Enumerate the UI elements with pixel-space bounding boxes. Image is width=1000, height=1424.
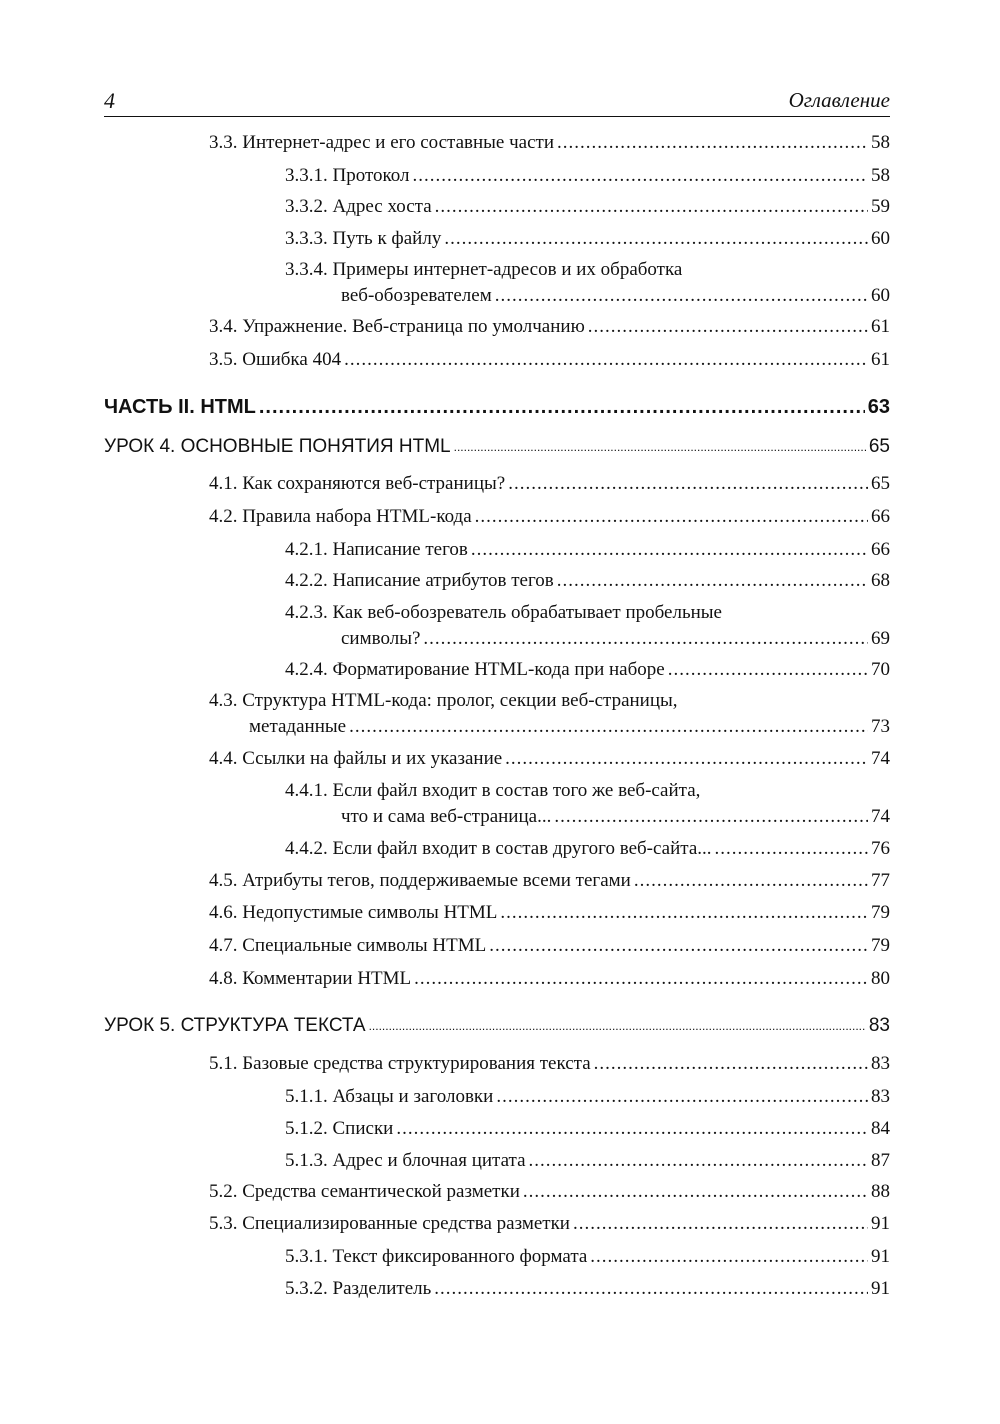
entry-number: 5.3.1. bbox=[285, 1246, 328, 1267]
entry-title: Ошибка 404 bbox=[242, 349, 342, 370]
entry-page: 66 bbox=[871, 506, 890, 527]
entry-number: 4.7. bbox=[209, 935, 238, 956]
entry-number: 3.5. bbox=[209, 349, 238, 370]
entry-title: Форматирование HTML-кода при наборе bbox=[332, 659, 665, 680]
entry-page: 61 bbox=[871, 349, 890, 370]
entry-title: Списки bbox=[332, 1118, 394, 1139]
leader-dots bbox=[413, 163, 868, 189]
leader-dots bbox=[557, 568, 868, 594]
entry-page: 66 bbox=[871, 539, 890, 560]
entry-number: 4.2.3. bbox=[285, 602, 328, 623]
entry-title: Недопустимые символы HTML bbox=[242, 902, 498, 923]
toc-entry-4-3[interactable] bbox=[209, 688, 890, 740]
entry-page: 83 bbox=[871, 1053, 890, 1074]
toc-entry-3-3-4[interactable] bbox=[285, 257, 890, 309]
entry-page: 91 bbox=[871, 1213, 890, 1234]
leader-dots bbox=[505, 746, 868, 772]
lesson-title: УРОК 5. СТРУКТУРА ТЕКСТА bbox=[104, 1015, 366, 1036]
entry-title-line2: символы? bbox=[341, 628, 421, 649]
entry-number: 4.4.2. bbox=[285, 838, 328, 859]
entry-page: 60 bbox=[871, 228, 890, 249]
toc-entry-3-3-2[interactable] bbox=[285, 194, 890, 220]
toc-entry-3-4[interactable] bbox=[209, 314, 890, 340]
entry-page: 77 bbox=[871, 870, 890, 891]
entry-number: 5.1.2. bbox=[285, 1118, 328, 1139]
leader-dots bbox=[496, 1084, 868, 1110]
leader-dots bbox=[423, 626, 868, 652]
leader-dots bbox=[489, 933, 868, 959]
toc-part-2[interactable] bbox=[104, 394, 890, 420]
toc-entry-4-2-2[interactable] bbox=[285, 568, 890, 594]
entry-page: 61 bbox=[871, 316, 890, 337]
entry-title-line1: Как веб-обозреватель обрабатывает пробельные bbox=[332, 602, 722, 623]
leader-dots bbox=[454, 434, 866, 460]
leader-dots bbox=[529, 1148, 868, 1174]
toc-entry-4-7[interactable] bbox=[209, 933, 890, 959]
entry-page: 58 bbox=[871, 165, 890, 186]
toc-entry-4-4-1[interactable] bbox=[285, 778, 890, 830]
entry-title: Разделитель bbox=[332, 1278, 432, 1299]
entry-page: 79 bbox=[871, 902, 890, 923]
toc-entry-5-3-2[interactable] bbox=[285, 1276, 890, 1302]
toc-entry-4-5[interactable] bbox=[209, 868, 890, 894]
toc-entry-4-8[interactable] bbox=[209, 966, 890, 992]
toc-entry-3-3-3[interactable] bbox=[285, 226, 890, 252]
entry-title: Ссылки на файлы и их указание bbox=[242, 748, 503, 769]
leader-dots bbox=[435, 194, 868, 220]
running-header bbox=[104, 86, 890, 116]
entry-number: 3.3.1. bbox=[285, 165, 328, 186]
toc-entry-4-1[interactable] bbox=[209, 471, 890, 497]
entry-page: 60 bbox=[871, 285, 890, 306]
entry-page: 80 bbox=[871, 968, 890, 989]
toc-entry-4-6[interactable] bbox=[209, 900, 890, 926]
entry-number: 4.6. bbox=[209, 902, 238, 923]
entry-title: Упражнение. Веб-страница по умолчанию bbox=[242, 316, 585, 337]
entry-number: 4.4. bbox=[209, 748, 238, 769]
entry-number: 3.3.4. bbox=[285, 259, 328, 280]
leader-dots bbox=[500, 900, 868, 926]
lesson-page: 65 bbox=[868, 436, 890, 457]
leader-dots bbox=[715, 836, 869, 862]
toc-entry-5-1-1[interactable] bbox=[285, 1084, 890, 1110]
entry-page: 87 bbox=[871, 1150, 890, 1171]
toc-entry-3-3-1[interactable] bbox=[285, 163, 890, 189]
entry-number: 5.1. bbox=[209, 1053, 238, 1074]
entry-title: Комментарии HTML bbox=[242, 968, 412, 989]
entry-page: 68 bbox=[871, 570, 890, 591]
entry-number: 4.2.1. bbox=[285, 539, 328, 560]
toc-entry-5-3[interactable] bbox=[209, 1211, 890, 1237]
toc-entry-4-2-3[interactable] bbox=[285, 600, 890, 652]
entry-number: 4.4.1. bbox=[285, 780, 328, 801]
toc-lesson-5[interactable] bbox=[104, 1013, 890, 1039]
entry-page: 76 bbox=[871, 838, 890, 859]
leader-dots bbox=[414, 966, 868, 992]
toc-entry-4-2-1[interactable] bbox=[285, 537, 890, 563]
toc-entry-5-1-2[interactable] bbox=[285, 1116, 890, 1142]
entry-title-line2: веб-обозревателем bbox=[341, 285, 492, 306]
entry-page: 73 bbox=[871, 716, 890, 737]
entry-title: Интернет-адрес и его составные части bbox=[242, 132, 555, 153]
lesson-page: 83 bbox=[868, 1015, 890, 1036]
leader-dots bbox=[554, 804, 868, 830]
entry-page: 74 bbox=[871, 748, 890, 769]
leader-dots bbox=[594, 1051, 868, 1077]
leader-dots bbox=[508, 471, 868, 497]
entry-page: 91 bbox=[871, 1278, 890, 1299]
entry-title-line1: Структура HTML-кода: пролог, секции веб-страницы, bbox=[242, 690, 678, 711]
entry-page: 88 bbox=[871, 1181, 890, 1202]
entry-number: 5.3.2. bbox=[285, 1278, 328, 1299]
entry-title: Написание тегов bbox=[332, 539, 468, 560]
entry-page: 91 bbox=[871, 1246, 890, 1267]
entry-title: Специализированные средства разметки bbox=[242, 1213, 570, 1234]
entry-number: 4.5. bbox=[209, 870, 238, 891]
entry-page: 65 bbox=[871, 473, 890, 494]
leader-dots bbox=[344, 347, 868, 373]
entry-title: Абзацы и заголовки bbox=[332, 1086, 494, 1107]
leader-dots bbox=[434, 1276, 868, 1302]
toc-entry-4-2-4[interactable] bbox=[285, 657, 890, 683]
entry-page: 70 bbox=[871, 659, 890, 680]
entry-title: Протокол bbox=[332, 165, 410, 186]
toc-entry-4-2[interactable] bbox=[209, 504, 890, 530]
lesson-title: УРОК 4. ОСНОВНЫЕ ПОНЯТИЯ HTML bbox=[104, 436, 451, 457]
toc-entry-5-1-3[interactable] bbox=[285, 1148, 890, 1174]
entry-title: Средства семантической разметки bbox=[242, 1181, 520, 1202]
entry-title: Если файл входит в состав другого веб-сайта... bbox=[332, 838, 712, 859]
entry-page: 74 bbox=[871, 806, 890, 827]
leader-dots bbox=[590, 1244, 868, 1270]
leader-dots bbox=[444, 226, 868, 252]
entry-title-line2: метаданные bbox=[249, 716, 347, 737]
toc-entry-4-4[interactable] bbox=[209, 746, 890, 772]
toc-entry-5-2[interactable] bbox=[209, 1179, 890, 1205]
entry-title-line1: Примеры интернет-адресов и их обработка bbox=[332, 259, 683, 280]
leader-dots bbox=[634, 868, 868, 894]
leader-dots bbox=[523, 1179, 868, 1205]
entry-title: Правила набора HTML-кода bbox=[242, 506, 472, 527]
toc-entry-4-4-2[interactable] bbox=[285, 836, 890, 862]
entry-title: Текст фиксированного формата bbox=[332, 1246, 588, 1267]
toc-entry-3-5[interactable] bbox=[209, 347, 890, 373]
entry-page: 69 bbox=[871, 628, 890, 649]
running-title: Оглавление bbox=[788, 88, 890, 112]
toc-entry-5-3-1[interactable] bbox=[285, 1244, 890, 1270]
entry-number: 5.1.1. bbox=[285, 1086, 328, 1107]
entry-title: Специальные символы HTML bbox=[242, 935, 487, 956]
entry-title: Как сохраняются веб-страницы? bbox=[242, 473, 506, 494]
toc-lesson-4[interactable] bbox=[104, 434, 890, 460]
toc-entry-5-1[interactable] bbox=[209, 1051, 890, 1077]
leader-dots bbox=[573, 1211, 868, 1237]
entry-page: 83 bbox=[871, 1086, 890, 1107]
entry-number: 4.2.4. bbox=[285, 659, 328, 680]
entry-title: Путь к файлу bbox=[332, 228, 442, 249]
entry-page: 84 bbox=[871, 1118, 890, 1139]
leader-dots bbox=[369, 1013, 866, 1039]
entry-number: 5.1.3. bbox=[285, 1150, 328, 1171]
entry-title: Адрес хоста bbox=[332, 196, 432, 217]
entry-number: 4.8. bbox=[209, 968, 238, 989]
entry-number: 3.3. bbox=[209, 132, 238, 153]
entry-title: Адрес и блочная цитата bbox=[332, 1150, 526, 1171]
leader-dots bbox=[557, 130, 868, 156]
toc-entry-3-3[interactable] bbox=[209, 130, 890, 156]
entry-number: 4.1. bbox=[209, 473, 238, 494]
entry-title-line2: что и сама веб-страница... bbox=[341, 806, 552, 827]
entry-number: 4.2.2. bbox=[285, 570, 328, 591]
part-page: 63 bbox=[867, 396, 890, 418]
leader-dots bbox=[471, 537, 868, 563]
leader-dots bbox=[495, 283, 868, 309]
entry-number: 5.2. bbox=[209, 1181, 238, 1202]
entry-title: Написание атрибутов тегов bbox=[332, 570, 554, 591]
entry-page: 79 bbox=[871, 935, 890, 956]
leader-dots bbox=[259, 394, 865, 420]
entry-number: 3.4. bbox=[209, 316, 238, 337]
leader-dots bbox=[396, 1116, 868, 1142]
leader-dots bbox=[349, 714, 868, 740]
entry-number: 3.3.2. bbox=[285, 196, 328, 217]
part-title: ЧАСТЬ II. HTML bbox=[104, 396, 256, 418]
entry-number: 4.3. bbox=[209, 690, 238, 711]
entry-page: 58 bbox=[871, 132, 890, 153]
leader-dots bbox=[668, 657, 868, 683]
leader-dots bbox=[588, 314, 868, 340]
entry-page: 59 bbox=[871, 196, 890, 217]
entry-number: 4.2. bbox=[209, 506, 238, 527]
entry-number: 3.3.3. bbox=[285, 228, 328, 249]
entry-title-line1: Если файл входит в состав того же веб-сайта, bbox=[332, 780, 701, 801]
entry-number: 5.3. bbox=[209, 1213, 238, 1234]
entry-title: Атрибуты тегов, поддерживаемые всеми тегами bbox=[242, 870, 631, 891]
entry-title: Базовые средства структурирования текста bbox=[242, 1053, 591, 1074]
page-number: 4 bbox=[104, 88, 115, 113]
header-rule bbox=[104, 116, 890, 117]
leader-dots bbox=[475, 504, 868, 530]
